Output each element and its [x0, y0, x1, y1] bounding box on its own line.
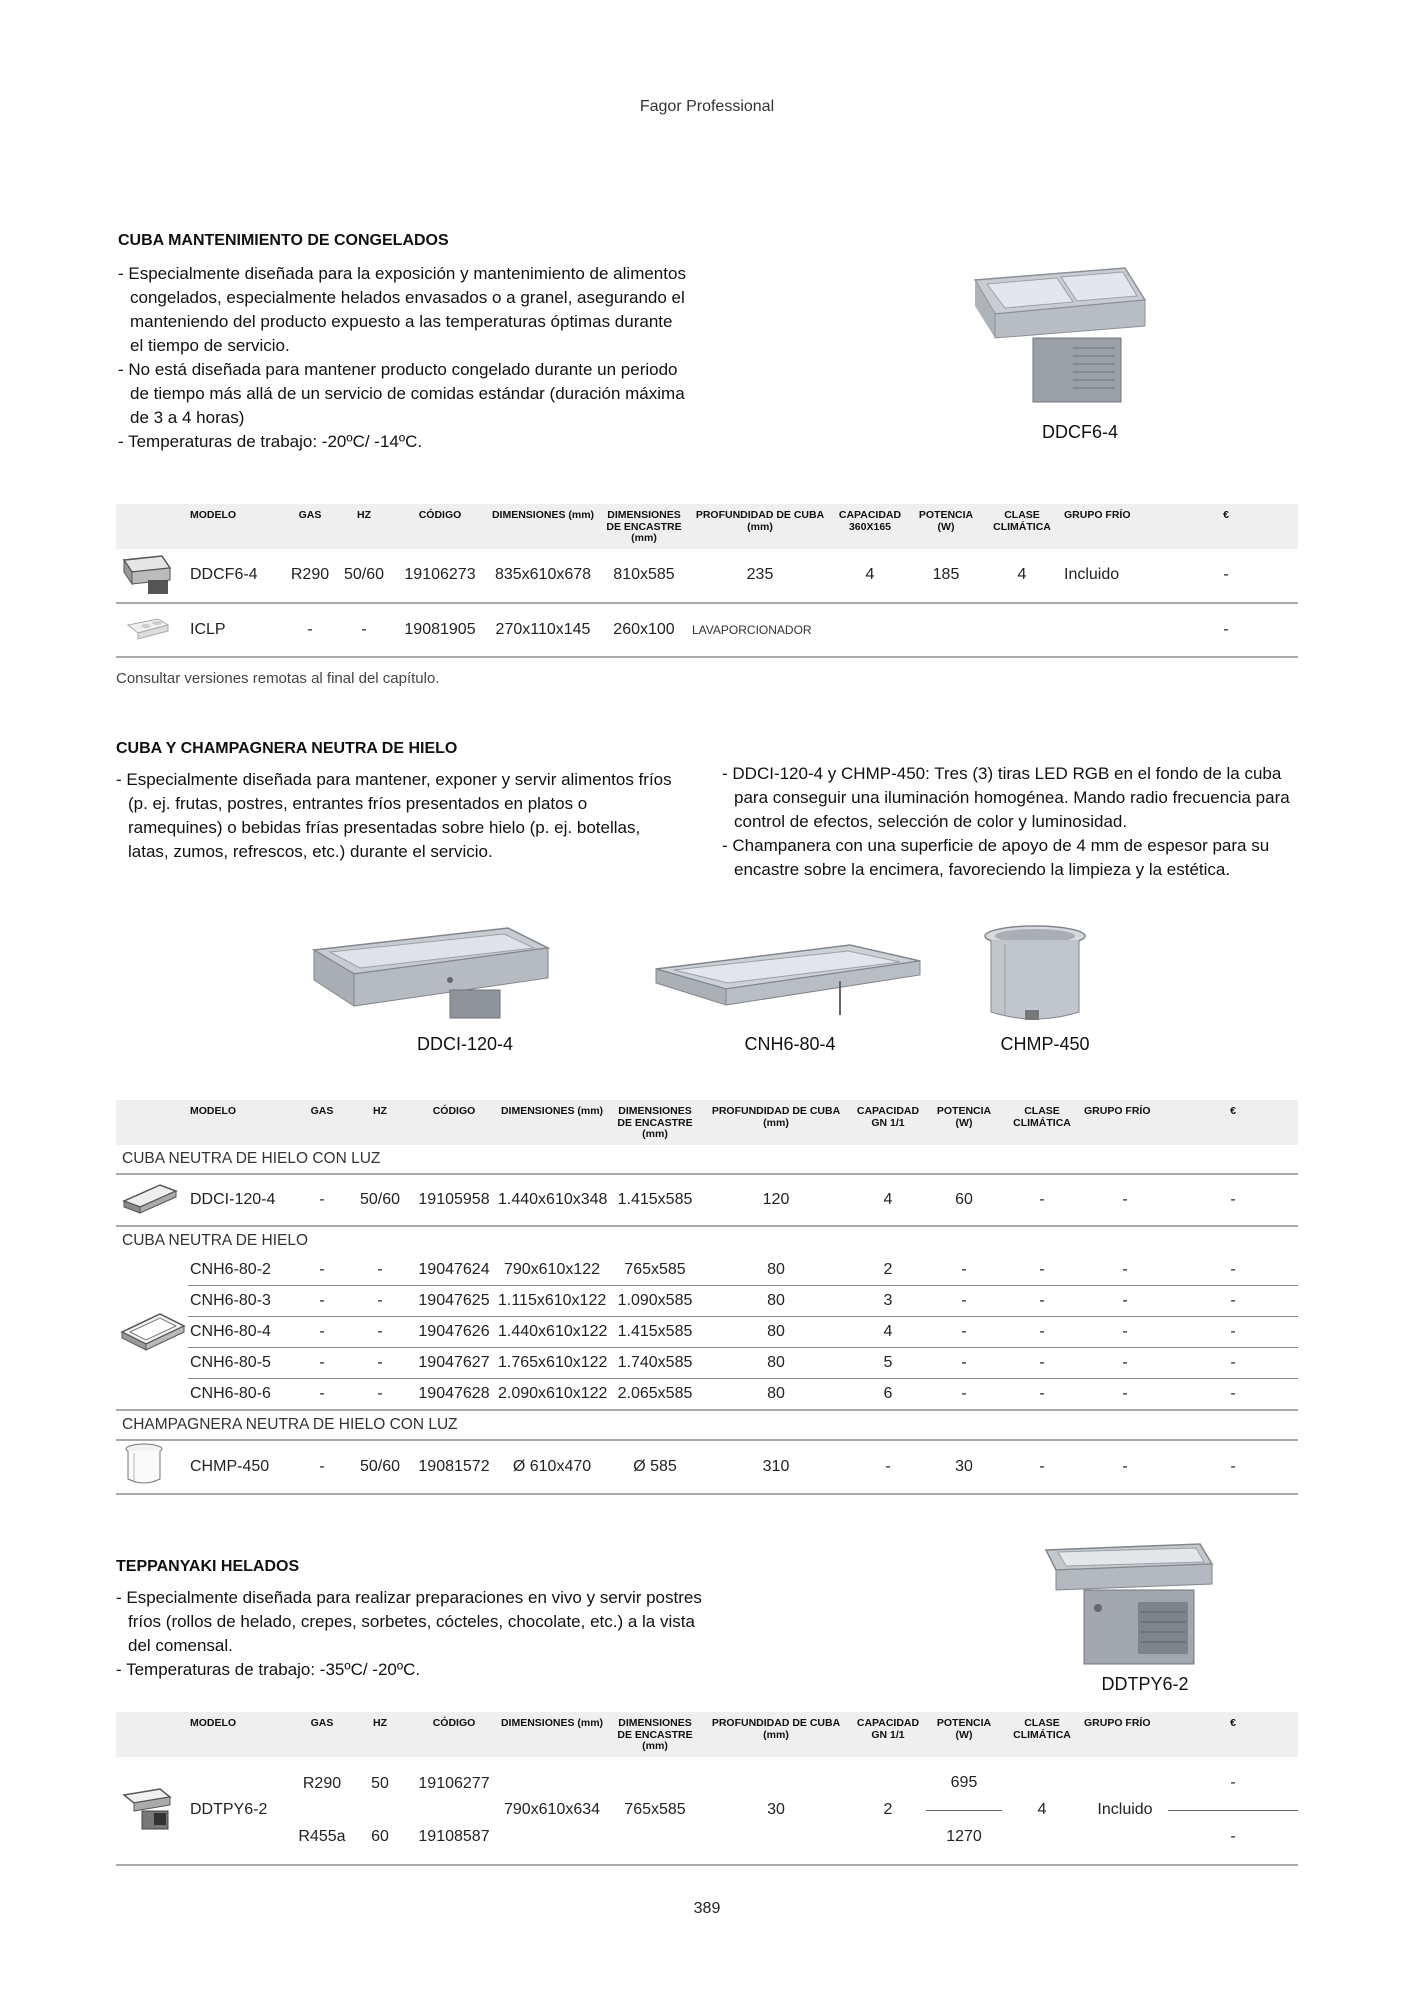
bullet: - Especialmente diseñada para realizar preparaciones en vivo y servir postres fríos (rollos de helado, crepes, sorbetes, cócteles, chocolate, etc.) a la vista del comensal. — [116, 1586, 716, 1658]
cell-price: - — [1168, 1174, 1298, 1226]
cell-grupo-frio: - — [1082, 1286, 1168, 1317]
cell-clase: 4 — [1002, 1757, 1082, 1865]
header-codigo: CÓDIGO — [412, 1100, 496, 1145]
cell-capacidad: - — [850, 1440, 926, 1494]
cell-profundidad: 80 — [702, 1317, 850, 1348]
cell-encastre: 765x585 — [608, 1255, 702, 1286]
cell-capacidad: 2 — [850, 1757, 926, 1865]
cell-potencia: 695 — [926, 1757, 1002, 1811]
cell-profundidad: 80 — [702, 1348, 850, 1379]
cell-grupo-frio: Incluido — [1062, 549, 1154, 603]
cell-gas: - — [296, 1440, 348, 1494]
cell-encastre: 2.065x585 — [608, 1379, 702, 1410]
header-hz: HZ — [336, 504, 392, 549]
cell-potencia: 1270 — [926, 1811, 1002, 1865]
cell-potencia: - — [926, 1317, 1002, 1348]
cell-grupo-frio: - — [1082, 1440, 1168, 1494]
cell-gas: - — [296, 1286, 348, 1317]
cell-dimensiones: 1.115x610x122 — [496, 1286, 608, 1317]
cell-modelo: DDCF6-4 — [188, 549, 284, 603]
cell-capacidad: 4 — [850, 1174, 926, 1226]
cell-clase: - — [1002, 1255, 1082, 1286]
cell-dimensiones: 2.090x610x122 — [496, 1379, 608, 1410]
cell-dimensiones: Ø 610x470 — [496, 1440, 608, 1494]
product-caption-ddci-120-4: DDCI-120-4 — [416, 1034, 514, 1054]
chmp-450-thumbnail — [120, 1441, 170, 1487]
cell-grupo-frio: - — [1082, 1317, 1168, 1348]
header-price: € — [1168, 1712, 1298, 1757]
header-potencia: POTENCIA (W) — [910, 504, 982, 549]
cell-modelo: CNH6-80-4 — [188, 1317, 296, 1348]
table-header-row — [116, 504, 1298, 549]
bullet: - Temperaturas de trabajo: -20ºC/ -14ºC. — [118, 430, 688, 454]
product-caption-ddtpy6-2: DDTPY6-2 — [1101, 1674, 1189, 1694]
header-grupo-frio: GRUPO FRÍO — [1082, 1712, 1168, 1757]
header-grupo-frio: GRUPO FRÍO — [1062, 504, 1154, 549]
cell-price: - — [1168, 1757, 1298, 1811]
header-hz: HZ — [348, 1712, 412, 1757]
header-gas: GAS — [284, 504, 336, 549]
cell-modelo: DDCI-120-4 — [188, 1174, 296, 1226]
cell-codigo: 19047627 — [412, 1348, 496, 1379]
spec-table-hielo — [116, 1100, 1298, 1495]
cell-hz: - — [348, 1348, 412, 1379]
cell-clase: - — [1002, 1317, 1082, 1348]
cell-capacidad: 5 — [850, 1348, 926, 1379]
cell-dimensiones: 1.440x610x348 — [496, 1174, 608, 1226]
ddcf6-4-thumbnail — [120, 550, 174, 596]
cell-capacidad: 4 — [830, 549, 910, 603]
cell-profundidad: 80 — [702, 1379, 850, 1410]
cell-hz: - — [336, 603, 392, 657]
product-caption-chmp-450: CHMP-450 — [1000, 1034, 1090, 1054]
header-gas: GAS — [296, 1712, 348, 1757]
header-clase: CLASE CLIMÁTICA — [1002, 1712, 1082, 1757]
table-header-row — [116, 1100, 1298, 1145]
cell-encastre: Ø 585 — [608, 1440, 702, 1494]
ddcf6-4-product-image — [965, 250, 1150, 415]
cell-potencia: - — [926, 1286, 1002, 1317]
remote-versions-note: Consultar versiones remotas al final del capítulo. — [116, 670, 440, 687]
cell-price: - — [1168, 1317, 1298, 1348]
cell-gas: R455a — [296, 1811, 348, 1865]
cell-capacidad: 2 — [850, 1255, 926, 1286]
cell-gas: - — [284, 603, 336, 657]
cell-encastre: 1.740x585 — [608, 1348, 702, 1379]
cell-profundidad: 120 — [702, 1174, 850, 1226]
cell-codigo: 19047626 — [412, 1317, 496, 1348]
row-thumbnail — [116, 1255, 188, 1410]
section-title-teppanyaki: TEPPANYAKI HELADOS — [116, 1558, 300, 1575]
header-thumb — [116, 504, 188, 549]
table-row — [116, 1286, 1298, 1317]
cell-hz: 50/60 — [348, 1440, 412, 1494]
cnh6-80-4-product-image — [650, 935, 930, 1025]
table-row — [116, 603, 1298, 657]
product-caption-ddcf6-4: DDCF6-4 — [1041, 422, 1118, 442]
header-grupo-frio: GRUPO FRÍO — [1082, 1100, 1168, 1145]
cell-hz: - — [348, 1286, 412, 1317]
cell-hz: - — [348, 1255, 412, 1286]
header-codigo: CÓDIGO — [412, 1712, 496, 1757]
cell-lavaporcionador: LAVAPORCIONADOR — [690, 603, 1154, 657]
cell-profundidad: 235 — [690, 549, 830, 603]
cell-clase: 4 — [982, 549, 1062, 603]
table-row — [116, 1757, 1298, 1811]
cell-encastre: 1.090x585 — [608, 1286, 702, 1317]
header-encastre: DIMENSIONES DE ENCASTRE (mm) — [608, 1712, 702, 1757]
cell-encastre: 260x100 — [598, 603, 690, 657]
header-capacidad: CAPACIDAD 360X165 — [830, 504, 910, 549]
cell-hz: 60 — [348, 1811, 412, 1865]
bullet: - Temperaturas de trabajo: -35ºC/ -20ºC. — [116, 1658, 716, 1682]
cell-hz: 50 — [371, 1774, 389, 1792]
row-thumbnail — [116, 1174, 188, 1226]
header-potencia: POTENCIA (W) — [926, 1100, 1002, 1145]
group-header-row — [116, 1410, 1298, 1440]
cell-hz: - — [348, 1379, 412, 1410]
table-header-row — [116, 1712, 1298, 1757]
cell-modelo: CNH6-80-6 — [188, 1379, 296, 1410]
cell-encastre: 765x585 — [608, 1757, 702, 1865]
header-encastre: DIMENSIONES DE ENCASTRE (mm) — [608, 1100, 702, 1145]
cell-capacidad: 6 — [850, 1379, 926, 1410]
cell-modelo: CHMP-450 — [188, 1440, 296, 1494]
cell-clase: - — [1002, 1286, 1082, 1317]
table-row — [116, 549, 1298, 603]
cell-price: - — [1168, 1286, 1298, 1317]
bullet: - No está diseñada para mantener producto congelado durante un periodo de tiempo más allá de un servicio de comidas estándar (duración máxima de 3 a 4 horas) — [118, 358, 688, 430]
cell-capacidad: 3 — [850, 1286, 926, 1317]
cell-clase: - — [1002, 1379, 1082, 1410]
product-caption-cnh6-80-4: CNH6-80-4 — [744, 1034, 836, 1054]
header-capacidad: CAPACIDAD GN 1/1 — [850, 1100, 926, 1145]
row-thumbnail — [116, 1440, 188, 1494]
cell-potencia: - — [926, 1255, 1002, 1286]
table-row — [116, 1379, 1298, 1410]
cell-dimensiones: 1.765x610x122 — [496, 1348, 608, 1379]
header-dimensiones: DIMENSIONES (mm) — [496, 1100, 608, 1145]
cell-price: - — [1168, 1348, 1298, 1379]
section-title-hielo: CUBA Y CHAMPAGNERA NEUTRA DE HIELO — [116, 740, 458, 757]
table-row — [116, 1348, 1298, 1379]
header-profundidad: PROFUNDIDAD DE CUBA (mm) — [702, 1100, 850, 1145]
spec-table-congelados — [116, 504, 1298, 658]
cell-gas: - — [296, 1317, 348, 1348]
header-modelo: MODELO — [188, 504, 284, 549]
cell-hz: 50/60 — [336, 549, 392, 603]
header-capacidad: CAPACIDAD GN 1/1 — [850, 1712, 926, 1757]
header-profundidad: PROFUNDIDAD DE CUBA (mm) — [702, 1712, 850, 1757]
cell-codigo: 19047625 — [412, 1286, 496, 1317]
row-thumbnail — [116, 1757, 188, 1865]
cell-gas: - — [296, 1348, 348, 1379]
group-header-row — [116, 1226, 1298, 1255]
section2-description-left — [116, 768, 676, 864]
header-hz: HZ — [348, 1100, 412, 1145]
header-clase: CLASE CLIMÁTICA — [982, 504, 1062, 549]
section1-description — [118, 262, 688, 454]
cell-modelo: DDTPY6-2 — [188, 1757, 296, 1865]
bullet: - Champanera con una superficie de apoyo de 4 mm de espesor para su encastre sobre la encimera, favoreciendo la limpieza y la estética. — [722, 834, 1302, 882]
group-title: CUBA NEUTRA DE HIELO — [122, 1231, 309, 1249]
header-encastre: DIMENSIONES DE ENCASTRE (mm) — [598, 504, 690, 549]
table-row — [116, 1174, 1298, 1226]
bullet: - Especialmente diseñada para mantener, exponer y servir alimentos fríos (p. ej. frutas, postres, entrantes fríos presentados en platos o ramequines) o bebidas frías presentadas sobre hielo (p. ej. botellas, latas, zumos, refrescos, etc.) durante el servicio. — [116, 768, 676, 864]
cell-price: - — [1168, 1255, 1298, 1286]
cell-dimensiones: 1.440x610x122 — [496, 1317, 608, 1348]
bullet: - Especialmente diseñada para la exposición y mantenimiento de alimentos congelados, especialmente helados envasados o a granel, asegurando el manteniendo del producto expuesto a las temperaturas óptimas durante el tiempo de servicio. — [118, 262, 688, 358]
row-thumbnail — [116, 603, 188, 657]
header-thumb — [116, 1100, 188, 1145]
cell-dimensiones: 790x610x122 — [496, 1255, 608, 1286]
header-price: € — [1154, 504, 1298, 549]
cell-price: - — [1168, 1811, 1298, 1865]
ddtpy6-2-thumbnail — [120, 1783, 176, 1833]
cell-gas: - — [296, 1379, 348, 1410]
cell-dimensiones: 835x610x678 — [488, 549, 598, 603]
group-header-row — [116, 1145, 1298, 1174]
cell-price: - — [1168, 1379, 1298, 1410]
ddci-120-4-product-image — [308, 920, 558, 1030]
chmp-450-product-image — [975, 920, 1095, 1030]
cell-modelo: ICLP — [188, 603, 284, 657]
cell-codigo: 19047624 — [412, 1255, 496, 1286]
cell-encastre: 1.415x585 — [608, 1174, 702, 1226]
cell-grupo-frio: - — [1082, 1348, 1168, 1379]
row-thumbnail — [116, 549, 188, 603]
cell-encastre: 1.415x585 — [608, 1317, 702, 1348]
cnh6-thumbnail — [120, 1304, 186, 1354]
iclp-thumbnail — [120, 607, 174, 647]
section3-description — [116, 1586, 716, 1682]
cell-grupo-frio: - — [1082, 1379, 1168, 1410]
brand-header: Fagor Professional — [639, 98, 775, 115]
cell-potencia: - — [926, 1379, 1002, 1410]
section-title-congelados: CUBA MANTENIMIENTO DE CONGELADOS — [118, 232, 449, 249]
cell-profundidad: 80 — [702, 1255, 850, 1286]
cell-capacidad: 4 — [850, 1317, 926, 1348]
table-row — [116, 1255, 1298, 1286]
cell-price: - — [1154, 549, 1298, 603]
page-number: 389 — [693, 1900, 721, 1917]
cell-profundidad: 80 — [702, 1286, 850, 1317]
cell-grupo-frio: - — [1082, 1174, 1168, 1226]
cell-gas: - — [296, 1174, 348, 1226]
cell-potencia: 185 — [910, 549, 982, 603]
cell-modelo: CNH6-80-3 — [188, 1286, 296, 1317]
table-row — [116, 1317, 1298, 1348]
cell-modelo: CNH6-80-2 — [188, 1255, 296, 1286]
ddci-120-4-thumbnail — [120, 1179, 180, 1215]
cell-profundidad: 310 — [702, 1440, 850, 1494]
cell-price: - — [1154, 603, 1298, 657]
group-title: CHAMPAGNERA NEUTRA DE HIELO CON LUZ — [116, 1410, 1298, 1440]
cell-encastre: 810x585 — [598, 549, 690, 603]
cell-codigo: 19106273 — [392, 549, 488, 603]
header-price: € — [1168, 1100, 1298, 1145]
bullet: - DDCI-120-4 y CHMP-450: Tres (3) tiras LED RGB en el fondo de la cuba para conseguir una iluminación homogénea. Mando radio frecuencia para control de efectos, selección de color y luminosidad. — [722, 762, 1302, 834]
cell-clase: - — [1002, 1174, 1082, 1226]
cell-gas: R290 — [302, 1774, 342, 1792]
spec-table-teppanyaki — [116, 1712, 1298, 1866]
header-dimensiones: DIMENSIONES (mm) — [496, 1712, 608, 1757]
section2-description-right — [722, 762, 1302, 882]
header-potencia: POTENCIA (W) — [926, 1712, 1002, 1757]
cell-profundidad: 30 — [702, 1757, 850, 1865]
cell-modelo: CNH6-80-5 — [188, 1348, 296, 1379]
header-codigo: CÓDIGO — [392, 504, 488, 549]
cell-hz: - — [348, 1317, 412, 1348]
header-thumb — [116, 1712, 188, 1757]
cell-codigo: 19105958 — [412, 1174, 496, 1226]
cell-potencia: 60 — [926, 1174, 1002, 1226]
cell-gas: R290 — [284, 549, 336, 603]
cell-hz: 50/60 — [348, 1174, 412, 1226]
cell-clase: - — [1002, 1440, 1082, 1494]
cell-grupo-frio: - — [1082, 1255, 1168, 1286]
header-modelo: MODELO — [188, 1712, 296, 1757]
group-title: CUBA NEUTRA DE HIELO CON LUZ — [116, 1145, 1298, 1174]
cell-codigo: 19047628 — [412, 1379, 496, 1410]
cell-dimensiones: 790x610x634 — [496, 1757, 608, 1865]
header-profundidad: PROFUNDIDAD DE CUBA (mm) — [690, 504, 830, 549]
cell-price: - — [1168, 1440, 1298, 1494]
header-modelo: MODELO — [188, 1100, 296, 1145]
cell-potencia: - — [926, 1348, 1002, 1379]
cell-codigo: 19108587 — [412, 1811, 496, 1865]
header-clase: CLASE CLIMÁTICA — [1002, 1100, 1082, 1145]
cell-grupo-frio: Incluido — [1082, 1757, 1168, 1865]
cell-potencia: 30 — [926, 1440, 1002, 1494]
header-gas: GAS — [296, 1100, 348, 1145]
cell-gas: - — [296, 1255, 348, 1286]
cell-clase: - — [1002, 1348, 1082, 1379]
cell-codigo: 19081905 — [392, 603, 488, 657]
cell-codigo: 19106277 — [418, 1774, 490, 1792]
header-dimensiones: DIMENSIONES (mm) — [488, 504, 598, 549]
cell-codigo: 19081572 — [412, 1440, 496, 1494]
ddtpy6-2-product-image — [1040, 1536, 1215, 1671]
table-row — [116, 1440, 1298, 1494]
cell-dimensiones: 270x110x145 — [488, 603, 598, 657]
